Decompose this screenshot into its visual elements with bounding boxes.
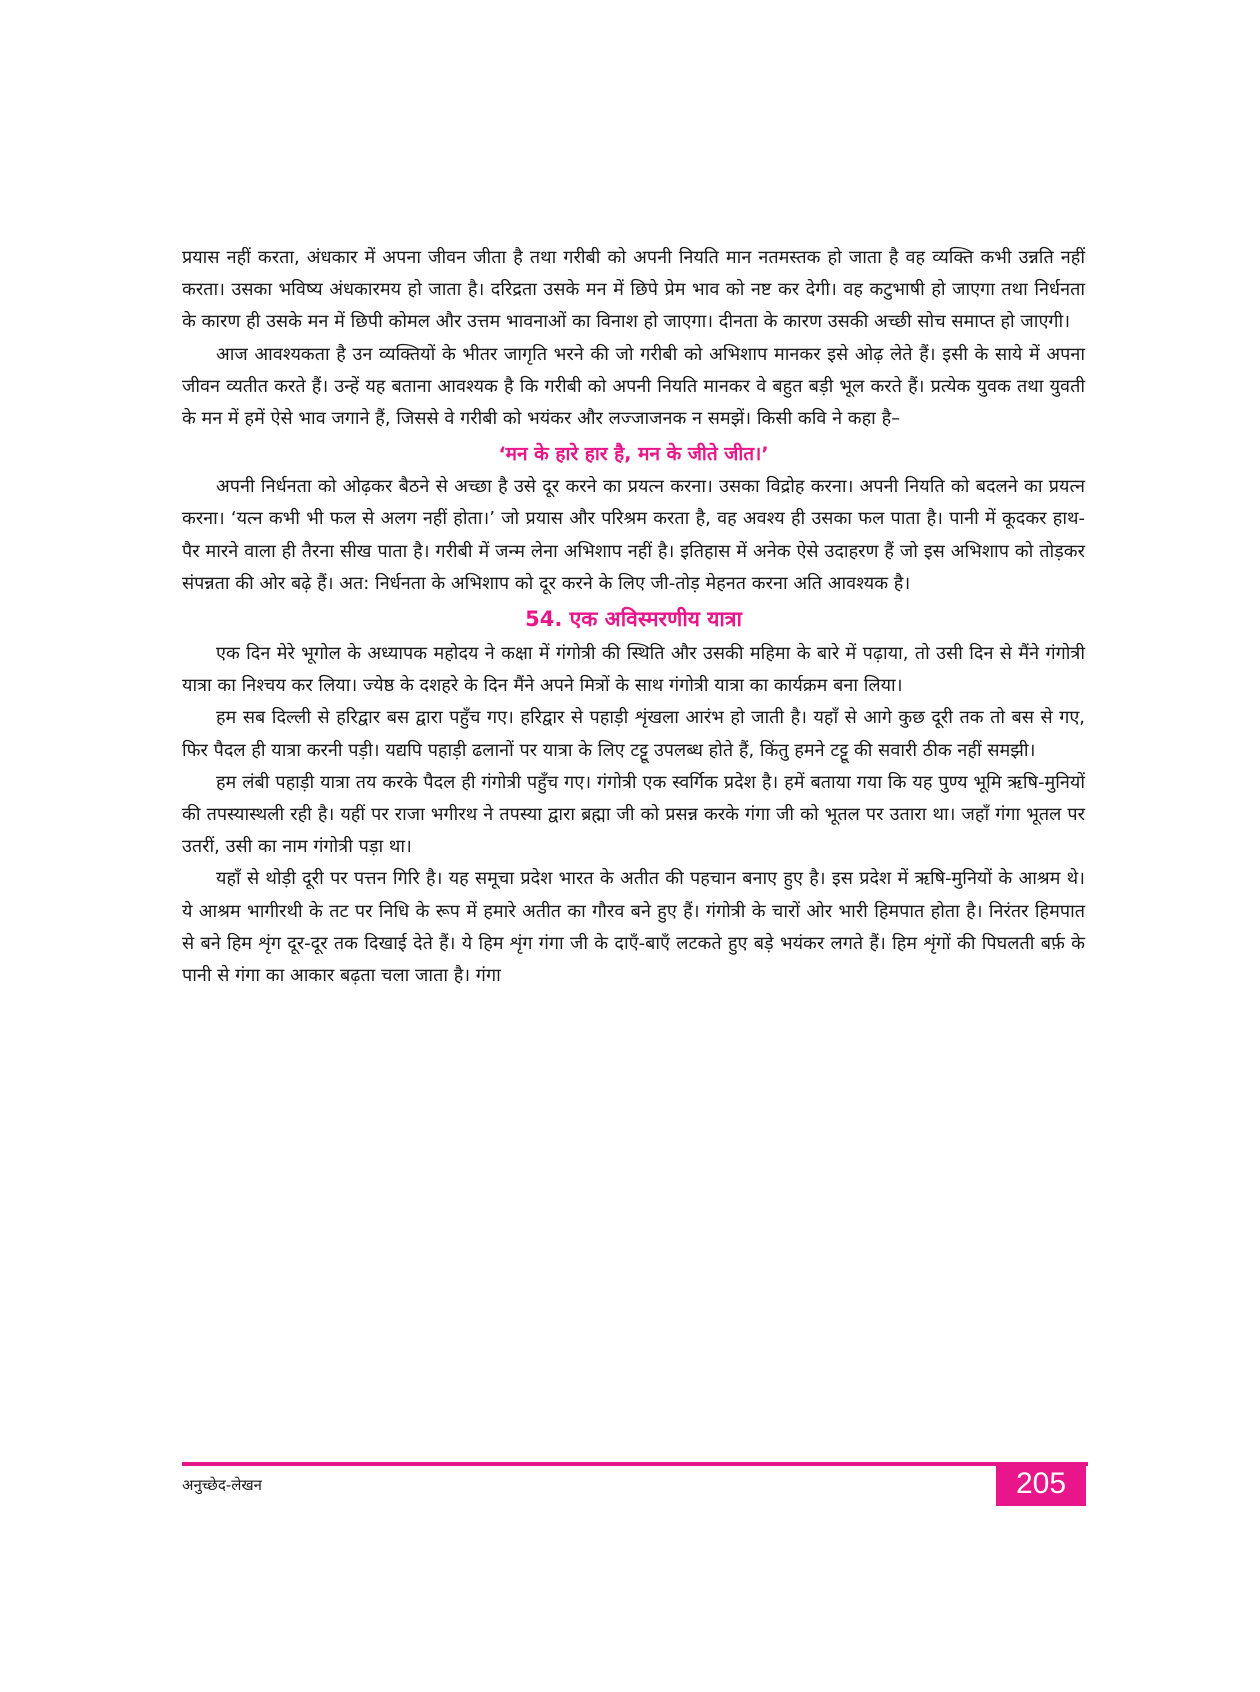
footer-divider	[182, 1462, 1088, 1466]
paragraph-gangotri: हम लंबी पहाड़ी यात्रा तय करके पैदल ही गंगोत्री पहुँच गए। गंगोत्री एक स्वर्गिक प्रदेश है। हमें बताया गया कि यह पुण्य भूमि ऋषि-मुनियों की तपस्यास्थली रही है। यहीं पर राजा भगीरथ ने तपस्या द्वारा ब्रह्मा जी को प्रसन्न करके गंगा जी को भूतल पर उतारा था। जहाँ गंगा भूतल पर उतरीं, उसी का नाम गंगोत्री पड़ा था।	[182, 771, 1085, 858]
paragraph-effort: अपनी निर्धनता को ओढ़कर बैठने से अच्छा है उसे दूर करने का प्रयत्न करना। उसका विद्रोह करना। अपनी नियति को बदलने का प्रयत्न करना। ‘यत्न कभी भी फल से अलग नहीं होता।’ जो प्रयास और परिश्रम करता है, वह अवश्य ही उसका फल पाता है। पानी में कूदकर हाथ-पैर मारने वाला ही तैरना सीख पाता है। गरीबी में जन्म लेना अभिशाप नहीं है। इतिहास में अनेक ऐसे उदाहरण हैं जो इस अभिशाप को तोड़कर संपन्नता की ओर बढ़े हैं। अत: निर्धनता के अभिशाप को दूर करने के लिए जी-तोड़ मेहनत करना अति आवश्यक है।	[182, 476, 1085, 594]
paragraph-awareness: आज आवश्यकता है उन व्यक्तियों के भीतर जागृति भरने की जो गरीबी को अभिशाप मानकर इसे ओढ़ लेते हैं। इसी के साये में अपना जीवन व्यतीत करते हैं। उन्हें यह बताना आवश्यक है कि गरीबी को अपनी नियति मानकर वे बहुत बड़ी भूल करते हैं। प्रत्येक युवक तथा युवती के मन में हमें ऐसे भाव जगाने हैं, जिससे वे गरीबी को भयंकर और लज्जाजनक न समझें। किसी कवि ने कहा है–	[182, 343, 1085, 430]
page-number-badge: 205	[996, 1462, 1086, 1506]
footer-section-label: अनुच्छेद-लेखन	[182, 1476, 262, 1494]
paragraph-journey: हम सब दिल्ली से हरिद्वार बस द्वारा पहुँच गए। हरिद्वार से पहाड़ी शृंखला आरंभ हो जाती है। यहाँ से आगे कुछ दूरी तक तो बस से गए, फिर पैदल ही यात्रा करनी पड़ी। यद्यपि पहाड़ी ढलानों पर यात्रा के लिए टट्टू उपलब्ध होते हैं, किंतु हमने टट्टू की सवारी ठीक नहीं समझी।	[182, 707, 1085, 761]
paragraph-trip-plan: एक दिन मेरे भूगोल के अध्यापक महोदय ने कक्षा में गंगोत्री की स्थिति और उसकी महिमा के बारे में पढ़ाया, तो उसी दिन से मैंने गंगोत्री यात्रा का निश्चय कर लिया। ज्येष्ठ के दशहरे के दिन मैंने अपने मित्रों के साथ गंगोत्री यात्रा का कार्यक्रम बना लिया।	[182, 643, 1085, 697]
section-heading: 54. एक अविस्मरणीय यात्रा	[525, 607, 742, 632]
poet-quote: ‘मन के हारे हार है, मन के जीते जीत।’	[498, 443, 769, 466]
paragraph-continued: प्रयास नहीं करता, अंधकार में अपना जीवन जीता है तथा गरीबी को अपनी नियति मान नतमस्तक हो जाता है वह व्यक्ति कभी उन्नति नहीं करता। उसका भविष्य अंधकारमय हो जाता है। दरिद्रता उसके मन में छिपे प्रेम भाव को नष्ट कर देगी। वह कटुभाषी हो जाएगा तथा निर्धनता के कारण ही उसके मन में छिपी कोमल और उत्तम भावनाओं का विनाश हो जाएगा। दीनता के कारण उसकी अच्छी सोच समाप्त हो जाएगी।	[182, 247, 1085, 333]
paragraph-himalaya: यहाँ से थोड़ी दूरी पर पत्तन गिरि है। यह समूचा प्रदेश भारत के अतीत की पहचान बनाए हुए है। इस प्रदेश में ऋषि-मुनियों के आश्रम थे। ये आश्रम भागीरथी के तट पर निधि के रूप में हमारे अतीत का गौरव बने हुए हैं। गंगोत्री के चारों ओर भारी हिमपात होता है। निरंतर हिमपात से बने हिम शृंग दूर-दूर तक दिखाई देते हैं। ये हिम शृंग गंगा जी के दाएँ-बाएँ लटकते हुए बड़े भयंकर लगते हैं। हिम शृंगों की पिघलती बर्फ़ के पानी से गंगा का आकार बढ़ता चला जाता है। गंगा	[182, 868, 1085, 987]
page-content	[182, 242, 1085, 992]
